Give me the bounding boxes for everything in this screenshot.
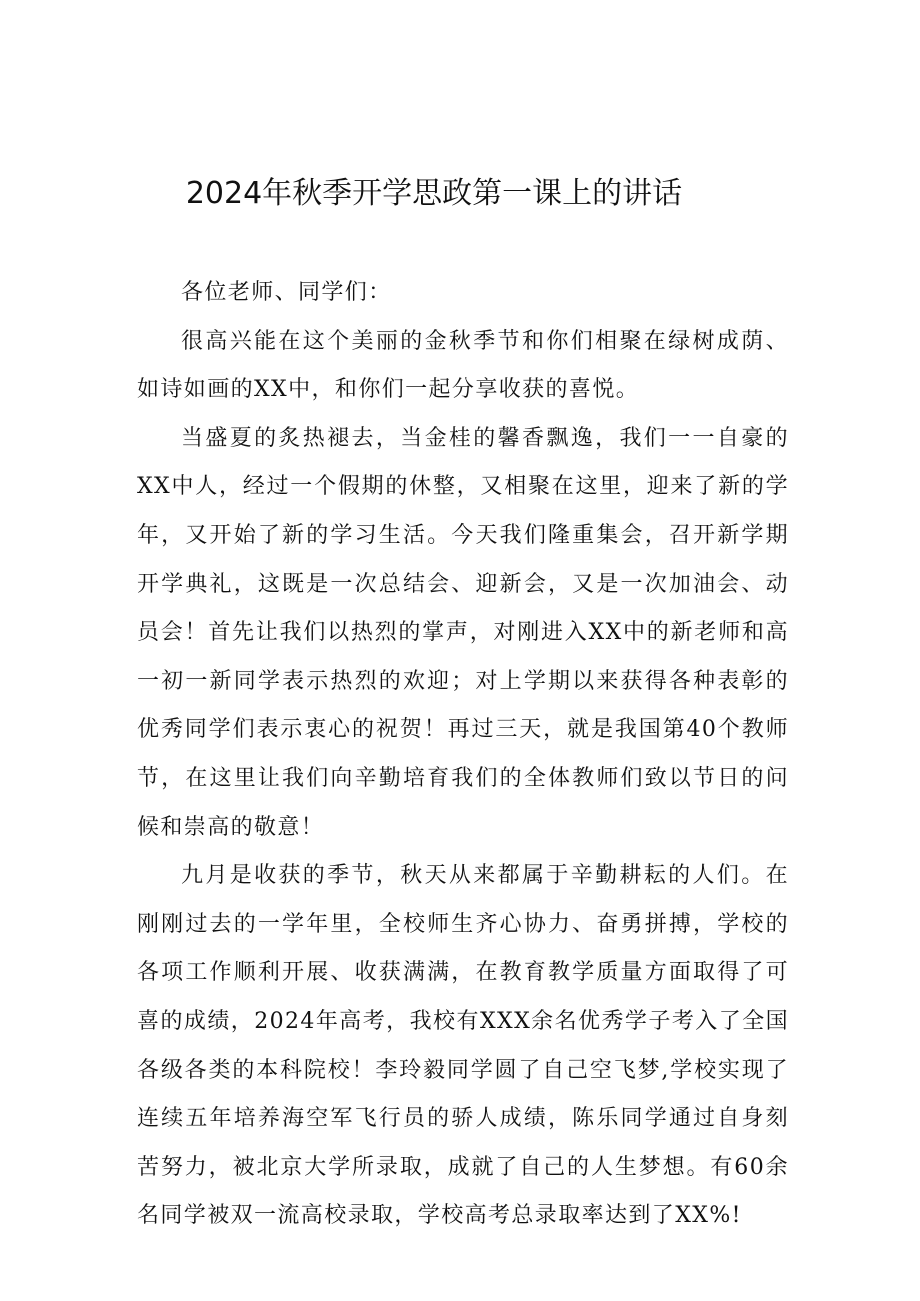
body-paragraph: 当盛夏的炙热褪去，当金桂的馨香飘逸，我们一一自豪的XX中人，经过一个假期的休整，又相聚在这里，迎来了新的学年，又开始了新的学习生活。今天我们隆重集会，召开新学期开学典礼，这既是一次总结会、迎新会，又是一次加油会、动员会！首先让我们以热烈的掌声，对刚进入XX中的新老师和高一初一新同学表示热烈的欢迎；对上学期以来获得各种表彰的优秀同学们表示衷心的祝贺！再过三天，就是我国第40个教师节，在这里让我们向辛勤培育我们的全体教师们致以节日的问候和崇高的敬意！ — [137, 425, 789, 840]
body-paragraph: 很高兴能在这个美丽的金秋季节和你们相聚在绿树成荫、如诗如画的XX中，和你们一起分享收获的喜悦。 — [137, 328, 789, 403]
document-title: 2024年秋季开学思政第一课上的讲话 — [185, 176, 683, 211]
document-body — [137, 269, 789, 1241]
salutation-paragraph: 各位老师、同学们： — [181, 280, 392, 305]
body-paragraph: 九月是收获的季节，秋天从来都属于辛勤耕耘的人们。在刚刚过去的一学年里，全校师生齐心协力、奋勇拼搏，学校的各项工作顺利开展、收获满满，在教育教学质量方面取得了可喜的成绩，2024年高考，我校有XXX余名优秀学子考入了全国各级各类的本科院校！李玲毅同学圆了自己空飞梦,学校实现了连续五年培养海空军飞行员的骄人成绩，陈乐同学通过自身刻苦努力，被北京大学所录取，成就了自己的人生梦想。有60余名同学被双一流高校录取，学校高考总录取率达到了XX%! — [137, 863, 789, 1229]
